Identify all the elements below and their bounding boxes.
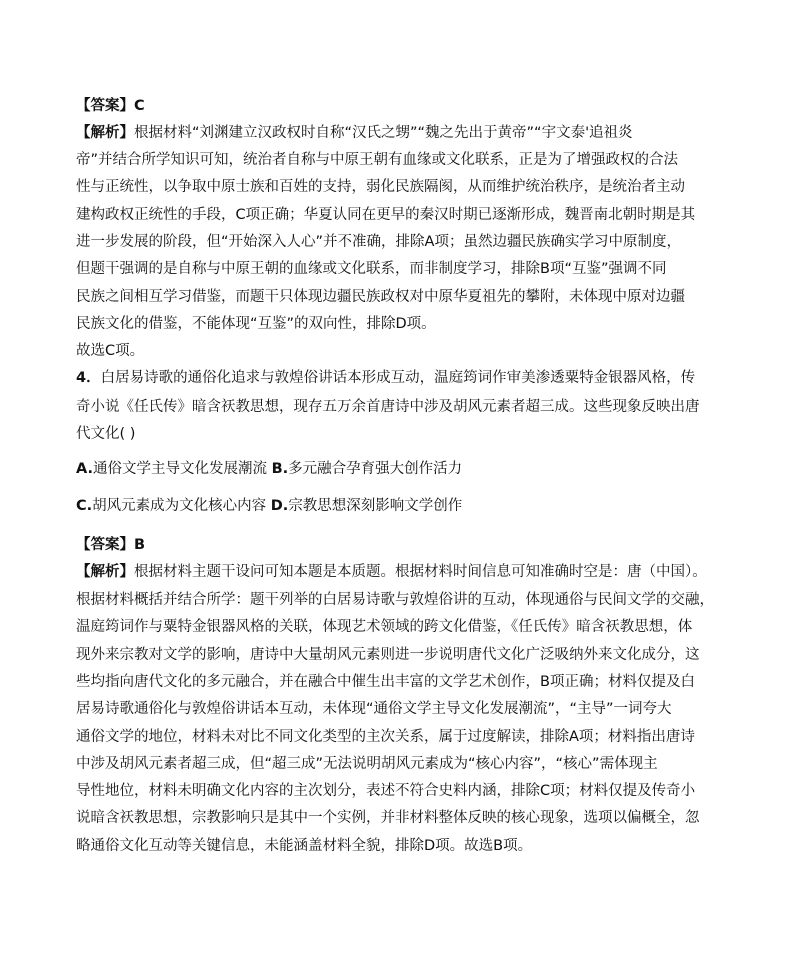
question-number: 4．	[76, 370, 101, 386]
answer-tag: 【答案】	[76, 537, 134, 553]
option-b: B.多元融合孕育强大创作活力	[271, 461, 463, 477]
answer-value: C	[134, 98, 145, 114]
option-d: D.宗教思想深刻影响文学创作	[270, 498, 463, 514]
q4-options-row-2	[76, 496, 462, 516]
q4-stem-line: 代文化( )	[76, 426, 136, 442]
q3-conclusion: 故选C项。	[76, 343, 145, 359]
q4-analysis-line: 现外来宗教对文学的影响，唐诗中大量胡风元素则进一步说明唐代文化广泛吸纳外来文化成分，这	[76, 647, 700, 663]
q4-analysis-line: 根据材料概括并结合所学：题干列举的白居易诗歌与敦煌俗讲的互动，体现通俗与民间文学的交融，	[76, 592, 714, 608]
q4-analysis-line	[76, 562, 707, 582]
q3-answer-line	[76, 96, 145, 116]
q3-analysis-line: 帝”并结合所学知识可知，统治者自称与中原王朝有血缘或文化联系，正是为了增强政权的合法	[76, 152, 679, 168]
answer-value: B	[134, 537, 146, 553]
q3-analysis-line: 民族之间相互学习借鉴，而题干只体现边疆民族政权对中原华夏祖先的攀附，未体现中原对边疆	[76, 289, 685, 305]
analysis-tag: 【解析】	[76, 125, 134, 141]
analysis-text: 根据材料主题干设问可知本题是本质题。根据材料时间信息可知准确时空是：唐（中国）。	[134, 564, 707, 580]
option-a: A.通俗文学主导文化发展潮流	[76, 461, 267, 477]
q4-stem-line	[76, 368, 695, 388]
q3-analysis-line: 但题干强调的是自称与中原王朝的血缘或文化联系，而非制度学习，排除B项“互鉴”强调不同	[76, 261, 667, 277]
q4-analysis-line: 中涉及胡风元素者超三成，但“超三成”无法说明胡风元素成为“核心内容”，“核心”需体现主	[76, 756, 658, 772]
answer-tag: 【答案】	[76, 98, 134, 114]
q4-answer-line	[76, 535, 145, 555]
q3-analysis-line: 建构政权正统性的手段，C项正确；华夏认同在更早的秦汉时期已逐渐形成，魏晋南北朝时期是其	[76, 207, 696, 223]
analysis-tag: 【解析】	[76, 564, 134, 580]
option-c: C.胡风元素成为文化核心内容	[76, 498, 267, 514]
analysis-text: 根据材料“刘渊建立汉政权时自称“汉氏之甥”“魏之先出于黄帝”“宇文泰'追祖炎	[134, 125, 633, 141]
q4-analysis-line: 些均指向唐代文化的多元融合，并在融合中催生出丰富的文学艺术创作，B项正确；材料仅提及白	[76, 674, 695, 690]
q4-analysis-line: 通俗文学的地位，材料未对比不同文化类型的主次关系，属于过度解读，排除A项；材料指出唐诗	[76, 729, 695, 745]
q4-options-row-1	[76, 459, 462, 479]
q3-analysis-line: 民族文化的借鉴，不能体现“互鉴”的双向性，排除D项。	[76, 316, 436, 332]
q3-analysis-line	[76, 123, 633, 143]
q4-analysis-line: 导性地位，材料未明确文化内容的主次划分，表述不符合史料内涵，排除C项；材料仅提及传奇小	[76, 783, 696, 799]
q4-analysis-line: 说暗含祆教思想，宗教影响只是其中一个实例，并非材料整体反映的核心现象，选项以偏概全，忽	[76, 810, 700, 826]
q4-analysis-line: 温庭筠词作与粟特金银器风格的关联，体现艺术领域的跨文化借鉴，《任氏传》暗含祆教思想，体	[76, 619, 693, 635]
stem-text: 白居易诗歌的通俗化追求与敦煌俗讲话本形成互动，温庭筠词作审美渗透粟特金银器风格，传	[100, 370, 696, 386]
q4-analysis-line: 居易诗歌通俗化与敦煌俗讲话本互动，未体现“通俗文学主导文化发展潮流”，“主导”一词夸大	[76, 701, 672, 717]
q3-analysis-line: 性与正统性，以争取中原士族和百姓的支持，弱化民族隔阂，从而维护统治秩序，是统治者主动	[76, 179, 685, 195]
q4-analysis-line: 略通俗文化互动等关键信息，未能涵盖材料全貌，排除D项。故选B项。	[76, 838, 533, 854]
q4-stem-line: 奇小说《任氏传》暗含祆教思想，现存五万余首唐诗中涉及胡风元素者超三成。这些现象反映出唐	[76, 399, 700, 415]
q3-analysis-line: 进一步发展的阶段，但“开始深入人心”并不准确，排除A项；虽然边疆民族确实学习中原制度，	[76, 234, 681, 250]
